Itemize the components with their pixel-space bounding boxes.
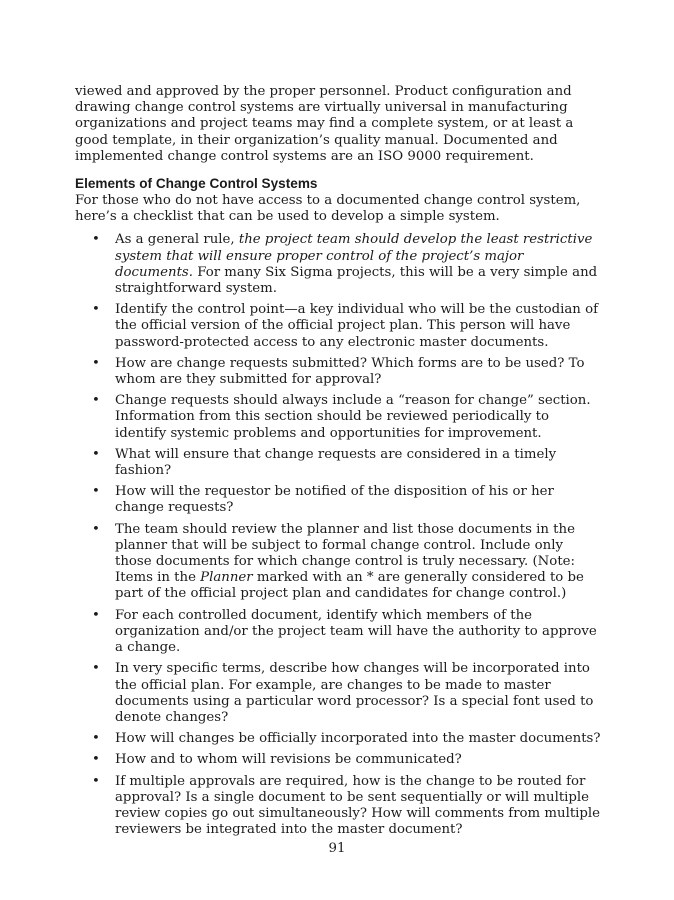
bullet-icon: • <box>92 232 100 248</box>
item-text-post: For many Six Sigma projects, this will be a very simple and straightforward system. <box>115 264 598 297</box>
checklist-item <box>75 774 603 839</box>
bullet-icon: • <box>92 446 100 462</box>
item-text: If multiple approvals are required, how is the change to be routed for approval? Is a single document to be sent sequentially or will multiple review copies go out simultaneously? How will comments from multiple reviewers be integrated into the master document? <box>115 773 601 838</box>
bullet-icon: • <box>92 393 100 409</box>
checklist-item <box>75 608 603 657</box>
item-text-pre: As a general rule, <box>115 232 239 248</box>
checklist-item <box>75 393 603 442</box>
checklist-item <box>75 302 603 351</box>
page-number: 91 <box>328 841 346 856</box>
bullet-icon: • <box>92 355 100 371</box>
checklist-item <box>75 731 603 747</box>
item-text-emphasis: the project team should develop the least restrictive system that will ensure proper control of the project’s major documents. <box>115 232 593 280</box>
bullet-icon: • <box>92 773 100 789</box>
bullet-icon: • <box>92 484 100 500</box>
bullet-icon: • <box>92 661 100 677</box>
item-text: In very specific terms, describe how changes will be incorporated into the official plan. For example, are changes to be made to master documents using a particular word processor? Is a special font used to denote changes? <box>115 661 594 725</box>
checklist-item <box>75 356 603 388</box>
section-heading: Elements of Change Control Systems <box>75 176 318 192</box>
item-text: How will changes be officially incorporated into the master documents? <box>115 731 601 747</box>
bullet-icon: • <box>92 607 100 623</box>
checklist-item <box>75 484 603 516</box>
section-lead-paragraph: For those who do not have access to a documented change control system, here’s a checklist that can be used to develop a simple system. <box>75 193 581 225</box>
checklist-item <box>75 752 603 768</box>
bullet-icon: • <box>92 302 100 318</box>
intro-paragraph: viewed and approved by the proper personnel. Product configuration and drawing change control systems are virtually universal in manufacturing organizations and project teams may find a complete system, or at least a good template, in their organization’s quality manual. Documented and implemented change control systems are an ISO 9000 requirement. <box>75 84 574 164</box>
bullet-icon: • <box>92 521 100 537</box>
item-text: How are change requests submitted? Which forms are to be used? To whom are they submitted for approval? <box>115 355 585 388</box>
checklist-item <box>75 232 603 297</box>
item-text: How and to whom will revisions be communicated? <box>115 752 462 768</box>
item-text-post: marked with an * are generally considered to be part of the official project plan and candidates for change control.) <box>115 570 584 602</box>
item-text: For each controlled document, identify which members of the organization and/or the project team will have the authority to approve a change. <box>115 607 597 656</box>
checklist-item <box>75 661 603 726</box>
item-text: How will the requestor be notified of the disposition of his or her change requests? <box>115 484 554 516</box>
checklist-item <box>75 522 603 603</box>
item-text-emphasis: Planner <box>200 570 253 586</box>
item-text: Change requests should always include a “reason for change” section. Information from this section should be reviewed periodically to identify systemic problems and opportunities for improvement. <box>115 393 591 441</box>
item-text: Identify the control point—a key individual who will be the custodian of the official version of the official project plan. This person will have password-protected access to any electronic master documents. <box>115 302 599 350</box>
bullet-icon: • <box>92 752 100 768</box>
item-text-pre: The team should review the planner and list those documents in the planner that will be subject to formal change control. Include only those documents for which change control is truly necessary. (Note: Items in the <box>115 521 576 586</box>
checklist-item <box>75 447 603 479</box>
checklist <box>75 232 603 838</box>
page-body <box>75 84 603 843</box>
bullet-icon: • <box>92 731 100 747</box>
item-text: What will ensure that change requests are considered in a timely fashion? <box>115 446 557 479</box>
